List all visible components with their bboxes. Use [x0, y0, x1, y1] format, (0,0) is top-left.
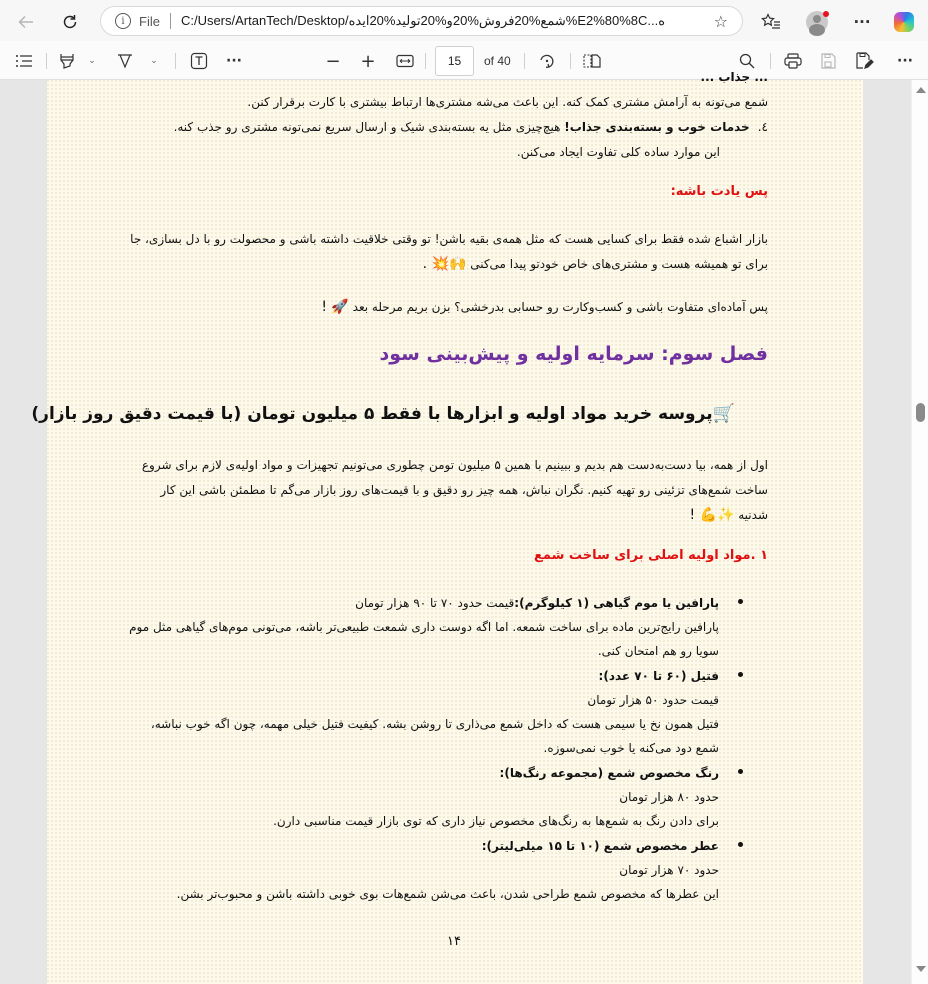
fit-to-width-button[interactable] [394, 49, 416, 73]
scroll-up-arrow-icon[interactable] [916, 87, 926, 93]
scheme-label: File [139, 13, 160, 29]
save-button[interactable] [817, 49, 839, 73]
zoom-in-button[interactable] [357, 49, 379, 73]
paragraph-line [321, 296, 768, 318]
toolbar-divider [570, 53, 571, 69]
copilot-button[interactable] [890, 8, 918, 36]
item-description: پارافین رایج‌ترین ماده برای ساخت شمعه. اما اگه دوست داری شمعت طبیعی‌تر باشه، می‌تونی موم‌های گیاهی مثل موم [129, 620, 719, 634]
list-number: ٤. [757, 120, 768, 134]
page-number-input[interactable]: 15 [435, 46, 474, 76]
favorites-list-icon [761, 13, 781, 31]
info-icon[interactable]: i [115, 13, 131, 29]
item-description: برای دادن رنگ به شمع‌ها به رنگ‌های مخصوص نیاز داری که توی بازار قیمت مناسبی دارن. [273, 814, 719, 828]
zoom-out-button[interactable] [322, 49, 344, 73]
url-text[interactable]: C:/Users/ArtanTech/Desktop/شمع%20فروش%20و%20تولید%20ایده%E2%80%8C...ه [180, 13, 666, 28]
item-price: حدود ۷۰ هزار تومان [619, 863, 719, 877]
materials-heading: ۱ .مواد اولیه اصلی برای ساخت شمع [534, 548, 768, 563]
copilot-icon [894, 12, 914, 32]
refresh-button[interactable] [56, 8, 84, 36]
item-description: سویا رو هم امتحان کنی. [597, 644, 719, 658]
table-of-contents-button[interactable] [12, 49, 36, 73]
rocket-emoji-icon: 🚀 ! [321, 299, 349, 315]
bullet-icon [738, 672, 743, 677]
item-title: خدمات خوب و بسته‌بندی جذاب! [564, 120, 750, 134]
item-title: عطر مخصوص شمع (۱۰ تا ۱۵ میلی‌لیتر): [481, 839, 719, 853]
draw-button[interactable] [114, 49, 136, 73]
more-options-icon[interactable]: ··· [853, 13, 871, 31]
address-bar[interactable] [100, 6, 743, 36]
more-tools-icon[interactable]: ··· [226, 53, 242, 69]
text-box-icon [190, 52, 208, 70]
paragraph-line: شمع می‌تونه به آرامش مشتری کمک کنه. این باعث می‌شه مشتری‌ها ارتباط بیشتری با کارت برقرار کنن. [247, 95, 768, 109]
paragraph-text: شدنیه [738, 508, 768, 522]
section-title-text: پروسه خرید مواد اولیه و ابزارها با فقط ۵ میلیون تومان (با قیمت دقیق روز بازار) [31, 404, 713, 424]
print-button[interactable] [782, 49, 804, 73]
paragraph-line: ساخت شمع‌های تزئینی رو تهیه کنیم. نگران نباش، همه چیز رو دقیق و با قیمت‌های روز بازار می‌گم تا مطمئن باشی این کار [160, 483, 768, 497]
save-disk-icon [820, 53, 836, 69]
paragraph-line: این موارد ساده کلی تفاوت ایجاد می‌کنن. [516, 145, 720, 159]
paragraph-line [423, 253, 768, 275]
fit-width-icon [396, 54, 414, 68]
item-title: فتیل (۶۰ تا ۷۰ عدد): [598, 669, 719, 683]
minus-icon: − [325, 50, 341, 72]
pdf-page [31, 70, 863, 984]
toolbar-divider [46, 53, 47, 69]
vertical-scrollbar[interactable] [911, 80, 928, 984]
address-separator [170, 13, 171, 29]
highlight-button[interactable] [56, 49, 78, 73]
sparkles-muscle-emoji-icon: ✨💪 ! [689, 507, 735, 523]
pdf-toolbar [0, 41, 928, 80]
item-title: رنگ مخصوص شمع (مجموعه رنگ‌ها): [499, 766, 719, 780]
rotate-button[interactable] [536, 49, 558, 73]
section-title [31, 403, 735, 424]
item-description: فتیل همون نخ یا سیمی هست که داخل شمع می‌ذاری تا روشن بشه. کیفیت فتیل خیلی مهمه، چون اگه خوب نباشه، [150, 717, 719, 731]
refresh-icon [61, 13, 79, 31]
item-description: شمع دود می‌کنه یا خوب نمی‌سوزه. [543, 741, 719, 755]
shopping-cart-emoji-icon: 🛒 [712, 403, 735, 424]
item-description: این عطرها که مخصوص شمع طراحی شدن، باعث می‌شن شمع‌هات بوی خوبی داشته باشن و محبوب‌تر بشن. [176, 887, 719, 901]
profile-button[interactable] [803, 8, 831, 36]
bullet-icon [738, 842, 743, 847]
page-view-button[interactable] [581, 49, 603, 73]
add-text-button[interactable] [187, 49, 211, 73]
save-as-button[interactable] [853, 49, 875, 73]
highlighter-icon [59, 52, 75, 70]
contents-list-icon [15, 54, 33, 68]
printer-icon [784, 53, 802, 69]
page-total-label: of 40 [484, 54, 511, 68]
draw-options-chevron-icon[interactable]: ⌄ [150, 56, 158, 66]
favorite-star-icon[interactable]: ☆ [713, 12, 728, 31]
highlight-options-chevron-icon[interactable]: ⌄ [88, 56, 96, 66]
remember-heading: پس یادت باشه: [670, 184, 768, 199]
paragraph-line: بازار اشباع شده فقط برای کسایی هست که مثل همه‌ی بقیه باشن! تو وقتی خلاقیت داشته باشی و محصولت رو با دل بسازی، جا [130, 232, 768, 246]
scroll-down-arrow-icon[interactable] [916, 966, 926, 972]
item-price: قیمت حدود ۷۰ تا ۹۰ هزار تومان [355, 596, 515, 610]
item-title [355, 592, 719, 614]
save-as-icon [855, 52, 873, 70]
scrollbar-thumb[interactable] [916, 403, 925, 422]
item-text: هیچ‌چیزی مثل یه بسته‌بندی شیک و ارسال سریع نمی‌تونه مشتری رو جذب کنه. [173, 120, 565, 134]
plus-icon: + [360, 50, 376, 72]
raising-hands-emoji-icon: 🙌💥 . [422, 256, 467, 272]
notification-dot [823, 11, 829, 17]
clipped-line: ... جذاب ... [700, 70, 768, 84]
bullet-icon [738, 599, 743, 604]
browser-titlebar [0, 0, 928, 41]
arrow-left-icon [17, 13, 35, 31]
pen-icon [117, 52, 133, 70]
paragraph-text: پس آماده‌ای متفاوت باشی و کسب‌وکارت رو حسابی بدرخشی؟ بزن بریم مرحله بعد [352, 300, 768, 314]
favorites-button[interactable] [757, 8, 785, 36]
numbered-item-4 [174, 116, 768, 138]
toolbar-divider [524, 53, 525, 69]
page-number: ۱۴ [447, 934, 461, 949]
toolbar-divider [770, 53, 771, 69]
item-price: حدود ۸۰ هزار تومان [619, 790, 719, 804]
back-button[interactable] [12, 8, 40, 36]
paragraph-line [689, 504, 768, 526]
rotate-icon [538, 52, 556, 70]
more-pdf-options-icon[interactable]: ··· [897, 53, 913, 69]
toolbar-divider [425, 53, 426, 69]
paragraph-text: برای تو همیشه هست و مشتری‌های خاص خودتو پیدا می‌کنی [470, 257, 768, 271]
toolbar-divider [175, 53, 176, 69]
pdf-viewer[interactable] [0, 70, 928, 984]
item-title-text: پارافین یا موم گیاهی (۱ کیلوگرم): [514, 596, 719, 610]
paragraph-line: اول از همه، بیا دست‌به‌دست هم بدیم و ببینیم با همین ۵ میلیون تومن چطوری می‌تونیم تجهیزات و مواد اولیه‌ی لازم برای شروع [141, 458, 768, 472]
chapter-title: فصل سوم: سرمایه اولیه و پیش‌بینی سود [379, 343, 768, 365]
bullet-icon [738, 769, 743, 774]
two-page-view-icon [583, 53, 601, 69]
item-price: قیمت حدود ۵۰ هزار تومان [587, 693, 719, 707]
